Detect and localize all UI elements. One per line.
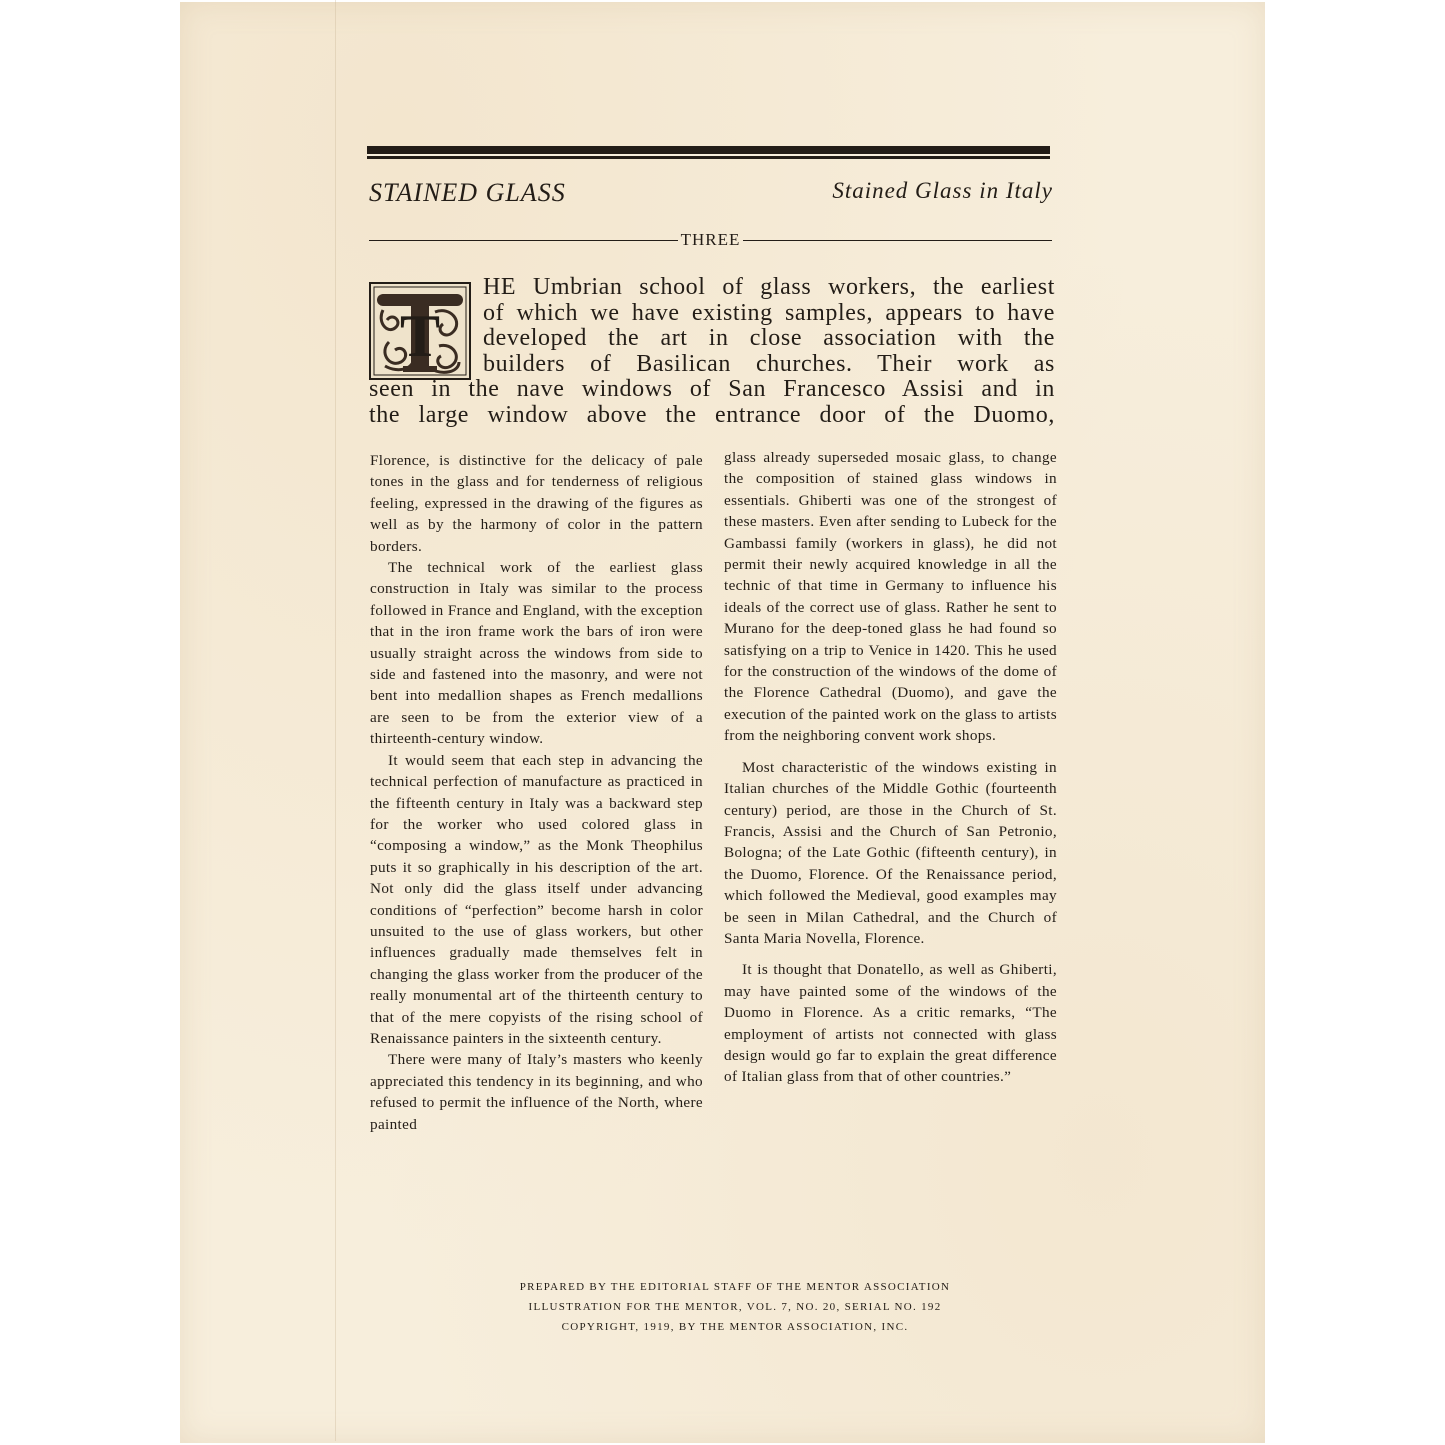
footer-line-prepared: PREPARED BY THE EDITORIAL STAFF OF THE MENTOR ASSOCIATION — [519, 1281, 951, 1293]
paragraph: Florence, is distinctive for the delicacy of pale tones in the glass and for tenderness of religious feeling, expressed in the drawing of the figures as well as by the harmony of color in the pattern borders. — [370, 452, 703, 555]
paragraph: There were many of Italy’s masters who keenly appreciated this tendency in its beginning, and who refused to permit the influence of the North, where painted — [370, 1051, 703, 1133]
footer-line-illustration: ILLUSTRATION FOR THE MENTOR, VOL. 7, NO. 20, SERIAL NO. 192 — [528, 1301, 942, 1313]
header-rule — [367, 146, 1050, 156]
dropcap-letter: T — [399, 303, 441, 369]
paragraph: The technical work of the earliest glass construction in Italy was similar to the process followed in France and England, with the exception that in the iron frame work the bars of iron were usually straight across the windows from side to side and fastened into the masonry, and were not bent into medallion shapes as French medallions are seen to be from the exterior view of a thirteenth-century window. — [370, 559, 703, 748]
series-title: STAINED GLASS — [369, 178, 566, 207]
intro-line: developed the art in close association with the — [483, 325, 1055, 352]
intro-paragraph — [369, 275, 1055, 429]
intro-line: the large window above the entrance door of the Duomo, — [369, 401, 1055, 428]
intro-line: of which we have existing samples, appears to have — [483, 299, 1055, 326]
divider-line-left — [369, 240, 678, 241]
paragraph: It is thought that Donatello, as well as Ghiberti, may have painted some of the windows of the Duomo in Florence. As a critic remarks, “The employment of artists not connected with glass design would go far to explain the great difference of Italian glass from that of other countries.” — [724, 961, 1057, 1086]
divider-line-right — [743, 240, 1052, 241]
intro-line: HE Umbrian school of glass workers, the earliest — [483, 274, 1055, 300]
left-column — [370, 450, 703, 1135]
right-column — [724, 447, 1057, 1088]
section-label: THREE — [680, 230, 741, 249]
article-title: Stained Glass in Italy — [832, 178, 1053, 203]
paragraph: Most characteristic of the windows existing in Italian churches of the Middle Gothic (fourteenth century) period, are those in the Church of St. Francis, Assisi and the Church of San Petronio, Bologna; of the Late Gothic (fifteenth century), in the Duomo, Florence. Of the Renaissance period, which followed the Medieval, good examples may be seen in Milan Cathedral, and the Church of Santa Maria Novella, Florence. — [724, 758, 1057, 947]
intro-line: seen in the nave windows of San Francesco Assisi and in — [369, 376, 1055, 403]
footer-line-copyright: COPYRIGHT, 1919, BY THE MENTOR ASSOCIATION, INC. — [561, 1321, 909, 1333]
paragraph: It would seem that each step in advancing the technical perfection of manufacture as practiced in the fifteenth century in Italy was a backward step for the worker who used colored glass in “composing a window,” as the Monk Theophilus puts it so graphically in his description of the art. Not only did the glass itself under advancing conditions of “perfection” become harsh in color unsuited to the use of glass workers, but other influences gradually made themselves felt in changing the glass worker from the producer of the really monumental art of the thirteenth century to that of the mere copyists of the rising school of Renaissance painters in the sixteenth century. — [370, 751, 703, 1047]
footer-credits — [370, 1277, 1100, 1337]
section-divider — [369, 228, 1052, 252]
paragraph: glass already superseded mosaic glass, to change the composition of stained glass windows in essentials. Ghiberti was one of the strongest of these masters. Even after sending to Lubeck for the Gambassi family (workers in glass), he did not permit their newly acquired knowledge in all the technic of that time in Germany to influence his ideals of the correct use of glass. Rather he sent to Murano for the deep-toned glass he had found so satisfying on a trip to Venice in 1420. This he used for the construction of the windows of the dome of the Florence Cathedral (Duomo), and gave the execution of the painted work on the glass to artists from the neighboring convent work shops. — [724, 449, 1057, 745]
intro-line: builders of Basilican churches. Their work as — [483, 350, 1055, 377]
paper-fold-line — [335, 0, 336, 1441]
page-paper — [180, 2, 1265, 1443]
